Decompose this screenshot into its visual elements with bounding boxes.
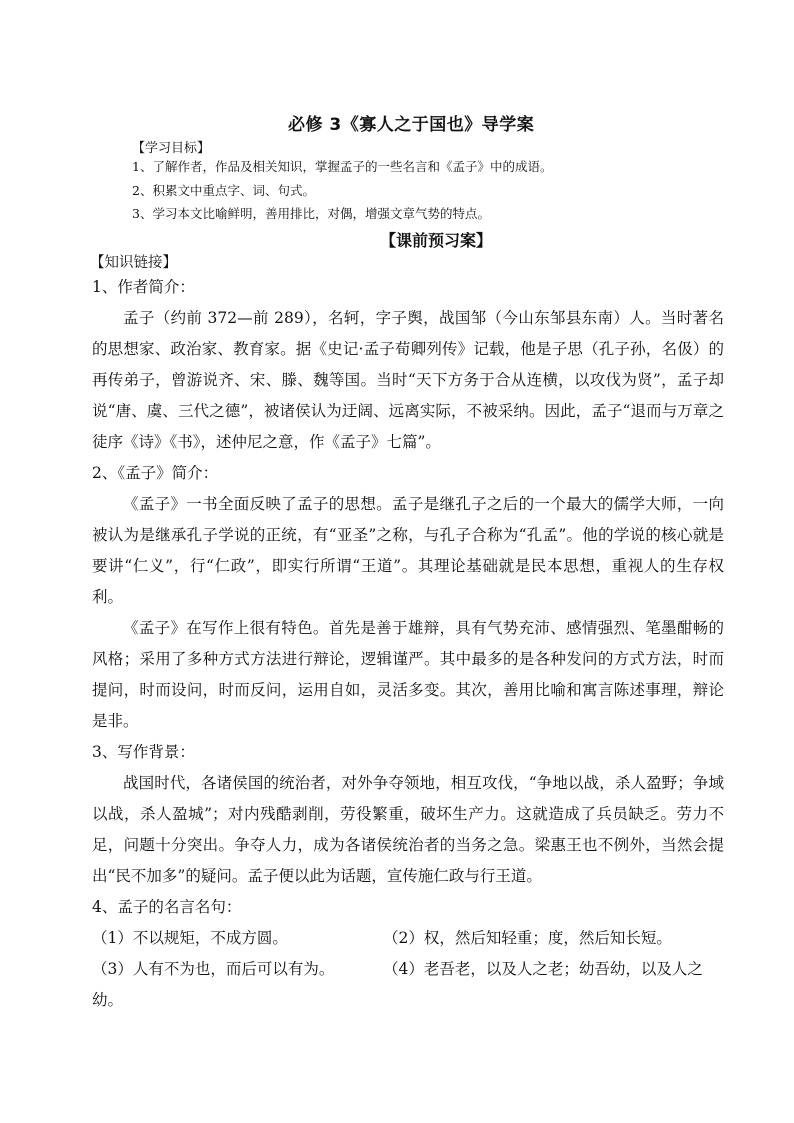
objectives-heading: 【学习目标】 [132,141,211,156]
quote-item: （4）老吾老，以及人之老；幼吾幼，以及人之 [383,960,703,978]
objective-item: 2、积累文中重点字、词、句式。 [132,183,315,198]
quotes-heading: 4、孟子的名言名句： [92,898,242,916]
quote-item: （3）人有不为也，而后可以有为。 [92,960,335,978]
knowledge-link-heading: 【知识链接】 [90,255,177,271]
quote-item: （2）权，然后知轻重；度，然后知长短。 [383,929,672,947]
page-title: 必修 3《寡人之于国也》导学案 [288,115,535,135]
quotes-row-2 [92,954,724,985]
book-intro-paragraph: 《孟子》一书全面反映了孟子的思想。孟子是继孔子之后的一个最大的儒学大师，一向被认为是继承孔子学说的正统，有“亚圣”之称，与孔子合称为“孔孟”。他的学说的核心就是要讲“仁义”，行“仁政”，即实行所谓“王道”。其理论基础就是民本思想，重视人的生存权利。 [92,495,724,606]
section-heading: 【课前预习案】 [380,231,493,250]
quotes-row-1 [92,923,724,954]
objective-item: 3、学习本文比喻鲜明，善用排比，对偶，增强文章气势的特点。 [132,206,490,221]
quote-item-continuation: 幼。 [92,991,124,1009]
background-paragraph: 战国时代，各诸侯国的统治者，对外争夺领地，相互攻伐，“争地以战，杀人盈野；争域以战，杀人盈城”；对内残酷剥削，劳役繁重，破坏生产力。这就造成了兵员缺乏。劳力不足，问题十分突出。争夺人力，成为各诸侯统治者的当务之急。梁惠王也不例外，当然会提出“民不加多”的疑问。孟子便以此为话题，宣传施仁政与行王道。 [92,774,724,885]
objective-item: 1、了解作者，作品及相关知识，掌握孟子的一些名言和《孟子》中的成语。 [132,159,553,174]
main-content [92,272,724,1016]
author-intro-paragraph: 孟子（约前 372—前 289），名轲，字子舆，战国邹（今山东邹县东南）人。当时著名的思想家、政治家、教育家。据《史记·孟子荀卿列传》记载，他是子思（孔子孙，名伋）的再传弟子，曾游说齐、宋、滕、魏等国。当时“天下方务于合从连横，以攻伐为贤”，孟子却说“唐、虞、三代之德”，被诸侯认为迂阔、远离实际，不被采纳。因此，孟子“退而与万章之徒序《诗》《书》，述仲尼之意，作《孟子》七篇”。 [92,309,724,451]
book-intro-heading: 2、《孟子》简介： [92,464,219,482]
author-intro-heading: 1、作者简介： [92,278,195,296]
background-heading: 3、写作背景： [92,743,195,761]
quote-item: （1）不以规矩，不成方圆。 [92,929,288,947]
book-style-paragraph: 《孟子》在写作上很有特色。首先是善于雄辩，具有气势充沛、感情强烈、笔墨酣畅的风格；采用了多种方式方法进行辩论，逻辑谨严。其中最多的是各种发问的方式方法，时而提问，时而设问，时而反问，运用自如，灵活多变。其次，善用比喻和寓言陈述事理，辩论是非。 [92,619,724,730]
